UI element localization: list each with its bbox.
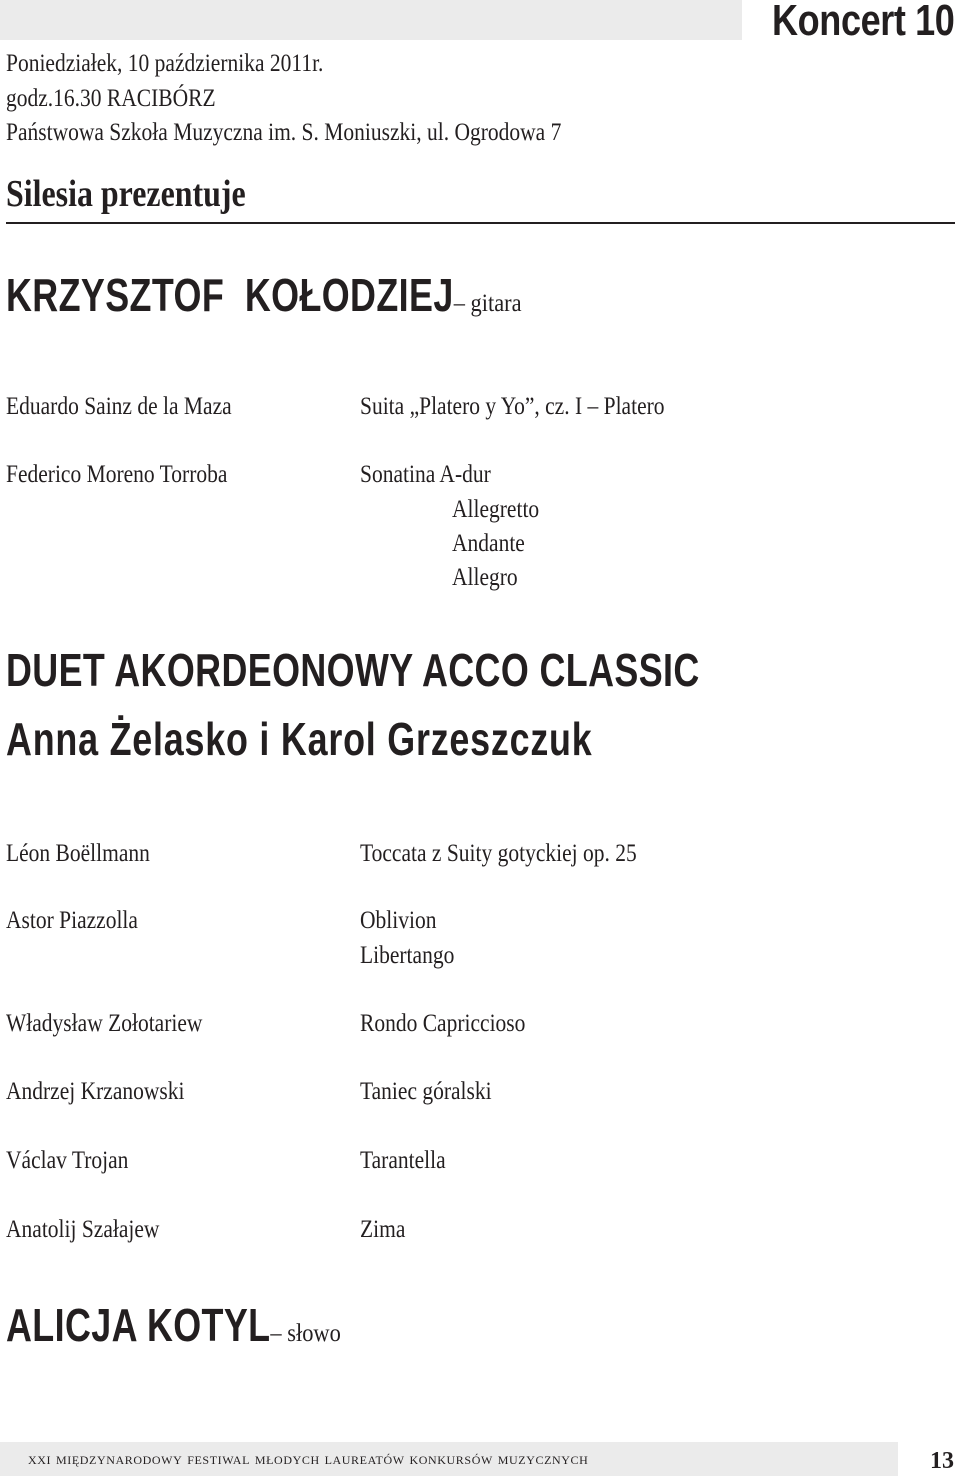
composer: Eduardo Sainz de la Maza — [6, 393, 232, 420]
performer-role: – słowo — [270, 1320, 341, 1347]
ensemble-name: DUET AKORDEONOWY ACCO CLASSIC — [6, 644, 700, 696]
composer: Léon Boëllmann — [6, 840, 150, 867]
work-title: Libertango — [360, 942, 455, 969]
work-title: Tarantella — [360, 1147, 446, 1174]
presenter-heading: Silesia prezentuje — [6, 173, 246, 215]
composer: Václav Trojan — [6, 1147, 129, 1174]
festival-name: xxi międzynarodowy festiwal młodych laureatów konkursów muzycznych — [28, 1449, 589, 1468]
work-title: Taniec góralski — [360, 1078, 492, 1105]
movement: Andante — [452, 530, 525, 557]
work-title: Rondo Capriccioso — [360, 1010, 526, 1037]
performer-role: – gitara — [453, 290, 522, 317]
work-title: Sonatina A-dur — [360, 461, 491, 488]
composer: Federico Moreno Torroba — [6, 461, 228, 488]
concert-time-place: godz.16.30 RACIBÓRZ — [6, 85, 216, 112]
concert-venue: Państwowa Szkoła Muzyczna im. S. Moniuszki, ul. Ogrodowa 7 — [6, 119, 562, 146]
work-title: Oblivion — [360, 907, 437, 934]
performer-name — [6, 1298, 341, 1352]
composer: Anatolij Szałajew — [6, 1216, 160, 1243]
header-band — [0, 0, 742, 40]
work-title: Toccata z Suity gotyckiej op. 25 — [360, 840, 637, 867]
composer: Władysław Zołotariew — [6, 1010, 203, 1037]
page-number: 13 — [930, 1448, 954, 1474]
concert-date: Poniedziałek, 10 października 2011r. — [6, 50, 324, 77]
movement: Allegro — [452, 564, 518, 591]
work-title: Zima — [360, 1216, 406, 1243]
composer: Astor Piazzolla — [6, 907, 138, 934]
composer: Andrzej Krzanowski — [6, 1078, 185, 1105]
divider — [6, 222, 955, 224]
movement: Allegretto — [452, 496, 540, 523]
concert-title: Koncert 10 — [771, 0, 954, 45]
performer-name — [6, 268, 522, 322]
work-title: Suita „Platero y Yo”, cz. I – Platero — [360, 393, 665, 420]
ensemble-members: Anna Żelasko i Karol Grzeszczuk — [6, 713, 593, 765]
performer-name-text: ALICJA KOTYL — [6, 1299, 271, 1351]
performer-name-text: KRZYSZTOF KOŁODZIEJ — [6, 269, 454, 321]
